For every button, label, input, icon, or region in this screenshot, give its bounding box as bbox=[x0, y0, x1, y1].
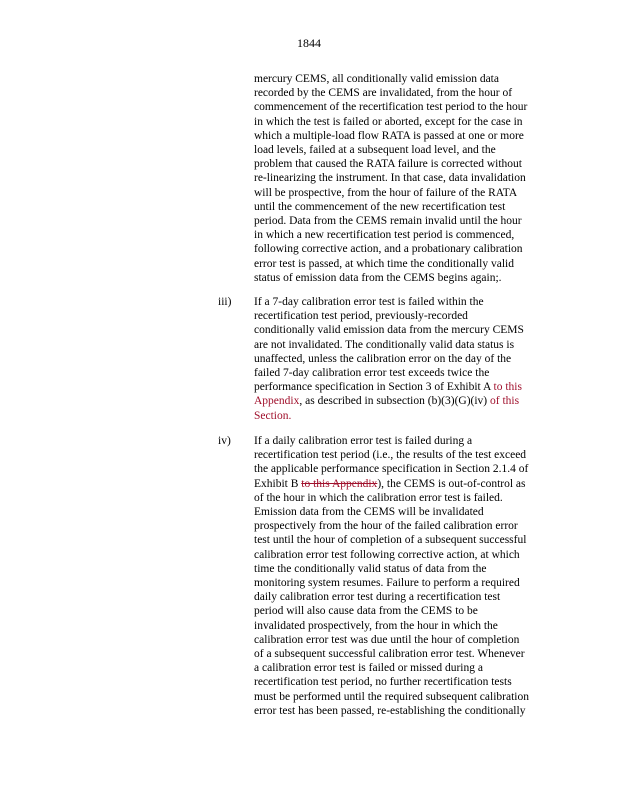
text-line: period will also cause data from the CEMS to be bbox=[254, 605, 478, 618]
text-line: time the conditionally valid status of data from the bbox=[254, 562, 487, 575]
text-line: period. Data from the CEMS remain invalid until the hour bbox=[254, 215, 522, 228]
text-line: problem that caused the RATA failure is corrected without bbox=[254, 158, 522, 171]
inserted-text: Section bbox=[254, 409, 289, 422]
text-line bbox=[254, 409, 544, 423]
text-line: following corrective action, and a probationary calibration bbox=[254, 243, 523, 256]
text-line: are not invalidated. The conditionally valid data status is bbox=[254, 338, 515, 351]
text-line: mercury CEMS, all conditionally valid emission data bbox=[254, 73, 499, 85]
text-line: unaffected, unless the calibration error on the day of the bbox=[254, 352, 512, 365]
text-line: until the commencement of the new recertification test bbox=[254, 200, 506, 213]
text-line: test until the hour of completion of a subsequent successful bbox=[254, 534, 527, 547]
text-line: in which a new recertification test period is commenced, bbox=[254, 229, 515, 242]
text-line: calibration error test was due until the hour of completion bbox=[254, 633, 520, 646]
text-line: monitoring system resumes. Failure to perform a required bbox=[254, 577, 520, 590]
text-line: re-linearizing the instrument. In that case, data invalidation bbox=[254, 172, 526, 185]
text-line: in which the test is failed or aborted, except for the case in bbox=[254, 115, 523, 128]
text-line bbox=[254, 380, 544, 394]
text-line: calibration error test following corrective action, at which bbox=[254, 548, 520, 561]
text-line bbox=[254, 477, 544, 491]
item-marker-iii: iii) bbox=[218, 296, 232, 308]
text-line: will be prospective, from the hour of failure of the RATA bbox=[254, 186, 518, 199]
text-run: ), the CEMS is out-of-control as bbox=[377, 477, 526, 490]
text-line: which a multiple-load flow RATA is passed at one or more bbox=[254, 129, 524, 142]
text-line: error test has been passed, re-establishing the conditionally bbox=[254, 704, 526, 717]
text-line: If a 7-day calibration error test is failed within the bbox=[254, 296, 484, 308]
inserted-text: Appendix bbox=[254, 395, 300, 408]
continuation-paragraph bbox=[254, 72, 544, 285]
inserted-text: to this bbox=[493, 381, 522, 394]
text-line: of a subsequent successful calibration error test. Whenever bbox=[254, 648, 525, 661]
text-line bbox=[254, 394, 544, 408]
text-run: performance specification in Section 3 of Exhibit A bbox=[254, 381, 494, 394]
deleted-text: to this Appendix bbox=[301, 477, 378, 490]
text-line: conditionally valid emission data from the mercury CEMS bbox=[254, 324, 524, 337]
text-line: error test is passed, at which time the conditionally valid bbox=[254, 257, 514, 270]
text-line: invalidated prospectively, from the hour in which the bbox=[254, 619, 498, 632]
text-line: of the hour in which the calibration error test is failed. bbox=[254, 491, 503, 504]
text-line: a calibration error test is failed or missed during a bbox=[254, 662, 483, 675]
item-marker-iv: iv) bbox=[218, 435, 231, 447]
page-number: 1844 bbox=[297, 36, 321, 50]
text-line: recertification test period, previously-recorded bbox=[254, 310, 468, 323]
text-line: load levels, failed at a subsequent load level, and the bbox=[254, 144, 496, 157]
text-line: If a daily calibration error test is failed during a bbox=[254, 435, 473, 447]
inserted-text: of this bbox=[490, 395, 520, 408]
text-line: recorded by the CEMS are invalidated, from the hour of bbox=[254, 87, 513, 100]
item-iii-paragraph bbox=[254, 295, 544, 423]
text-line: recertification test period, no further recertification tests bbox=[254, 676, 512, 689]
text-line: must be performed until the required subsequent calibration bbox=[254, 690, 529, 703]
item-iv-paragraph bbox=[254, 434, 544, 718]
text-line: the applicable performance specification in Section 2.1.4 of bbox=[254, 463, 529, 476]
text-line: recertification test period (i.e., the results of the test exceed bbox=[254, 449, 527, 462]
text-line: commencement of the recertification test period to the hour bbox=[254, 101, 528, 114]
text-line: prospectively from the hour of the failed calibration error bbox=[254, 520, 518, 533]
text-line: Emission data from the CEMS will be invalidated bbox=[254, 506, 484, 519]
text-line: status of emission data from the CEMS begins again;. bbox=[254, 271, 502, 284]
text-line: failed 7-day calibration error test exceeds twice the bbox=[254, 367, 490, 380]
text-run: Exhibit B bbox=[254, 477, 302, 490]
text-line: daily calibration error test during a recertification test bbox=[254, 591, 501, 604]
text-run: , as described in subsection (b)(3)(G)(iv) bbox=[299, 395, 491, 408]
text-run: . bbox=[288, 409, 292, 422]
